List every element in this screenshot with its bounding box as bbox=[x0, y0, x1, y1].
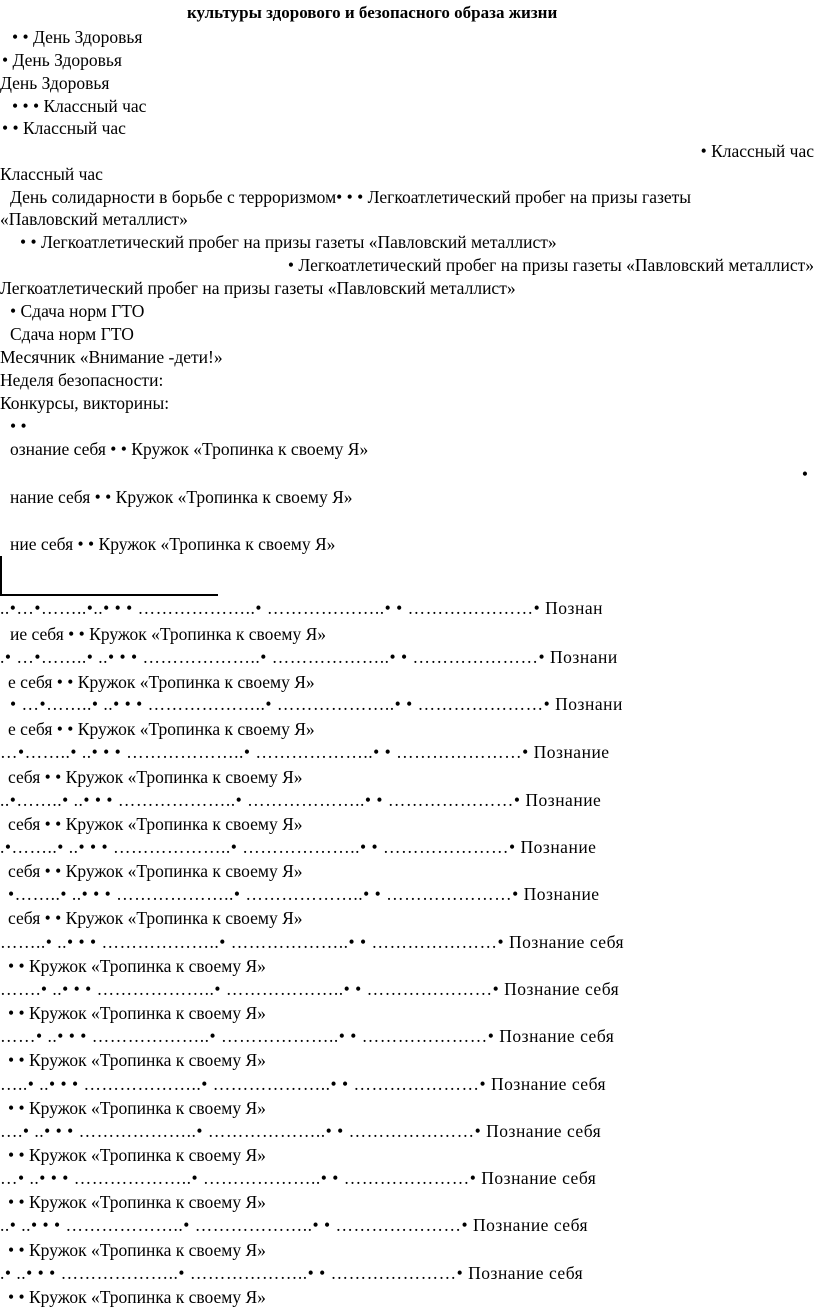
toc-continuation: • • Кружок «Тропинка к своему Я» bbox=[8, 1145, 266, 1165]
toc-dots: .•……..• ..• • • ………………..• ………………..• • …………………• bbox=[0, 837, 521, 857]
toc-continuation: • • Кружок «Тропинка к своему Я» bbox=[8, 956, 266, 976]
toc-text: Познание себя bbox=[499, 1026, 615, 1046]
toc-row bbox=[10, 694, 623, 714]
text-line: День солидарности в борьбе с терроризмом• • • Легкоатлетический пробег на призы газеты bbox=[10, 187, 692, 207]
text-line: • Сдача норм ГТО bbox=[10, 301, 145, 321]
toc-dots: …..• ..• • • ………………..• ………………..• • …………………• bbox=[0, 1074, 492, 1094]
toc-row bbox=[0, 979, 619, 999]
toc-continuation: себя • • Кружок «Тропинка к своему Я» bbox=[8, 908, 303, 928]
toc-row bbox=[0, 647, 618, 667]
text-line: • День Здоровья bbox=[2, 50, 122, 70]
toc-continuation: • • Кружок «Тропинка к своему Я» bbox=[8, 1003, 266, 1023]
toc-dots: …•……..• ..• • • ………………..• ………………..• • …………………• bbox=[0, 742, 534, 762]
toc-continuation: • • Кружок «Тропинка к своему Я» bbox=[8, 1050, 266, 1070]
text-line: Конкурсы, викторины: bbox=[0, 393, 170, 413]
vertical-rule bbox=[0, 556, 2, 594]
toc-text: Познание себя bbox=[481, 1168, 597, 1188]
toc-text: Познание bbox=[533, 742, 610, 762]
text-line: Легкоатлетический пробег на призы газеты «Павловский металлист» bbox=[0, 278, 516, 298]
toc-text: Познание bbox=[520, 837, 597, 857]
toc-dots: ….• ..• • • ………………..• ………………..• • …………………• bbox=[0, 1121, 487, 1141]
toc-dots: ……• ..• • • ………………..• ………………..• • …………………• bbox=[0, 1026, 500, 1046]
toc-continuation: е себя • • Кружок «Тропинка к своему Я» bbox=[8, 719, 315, 739]
text-line: День Здоровья bbox=[0, 73, 110, 93]
horizontal-rule bbox=[0, 594, 218, 596]
text-line: • Классный час bbox=[700, 141, 814, 161]
toc-dots: ..• ..• • • ………………..• ………………..• • …………………• bbox=[0, 1215, 474, 1235]
toc-text: Познание себя bbox=[468, 1263, 584, 1283]
toc-dots: …….• ..• • • ………………..• ………………..• • …………………• bbox=[0, 979, 505, 999]
toc-row bbox=[0, 790, 601, 810]
toc-row bbox=[0, 1263, 583, 1283]
toc-text: Познание себя bbox=[504, 979, 620, 999]
text-line: Месячник «Внимание -дети!» bbox=[0, 347, 223, 367]
text-line: Неделя безопасности: bbox=[0, 370, 164, 390]
toc-text: Познание bbox=[523, 884, 600, 904]
toc-text: Познание себя bbox=[486, 1121, 602, 1141]
toc-continuation: • • Кружок «Тропинка к своему Я» bbox=[8, 1192, 266, 1212]
text-line: • • bbox=[10, 416, 27, 436]
text-line: Классный час bbox=[0, 164, 103, 184]
toc-dots: •……..• ..• • • ………………..• ………………..• • …………………• bbox=[8, 884, 524, 904]
toc-row bbox=[0, 1074, 606, 1094]
toc-continuation: себя • • Кружок «Тропинка к своему Я» bbox=[8, 767, 303, 787]
toc-continuation: себя • • Кружок «Тропинка к своему Я» bbox=[8, 814, 303, 834]
text-line: • Легкоатлетический пробег на призы газеты «Павловский металлист» bbox=[287, 255, 814, 275]
toc-row bbox=[0, 598, 603, 618]
toc-text: Познан bbox=[545, 598, 603, 618]
toc-text: Познание bbox=[525, 790, 602, 810]
toc-dots: • …•……..• ..• • • ………………..• ………………..• • …………………• bbox=[10, 694, 556, 714]
toc-text: Познани bbox=[555, 694, 623, 714]
text-line: ознание себя • • Кружок «Тропинка к своему Я» bbox=[10, 439, 369, 459]
text-line: ние себя • • Кружок «Тропинка к своему Я» bbox=[10, 534, 336, 554]
toc-dots: ..•…•……..•..• • • ………………..• ………………..• • …………………• bbox=[0, 598, 546, 618]
toc-row bbox=[0, 742, 610, 762]
toc-dots: ..•……..• ..• • • ………………..• ………………..• • …………………• bbox=[0, 790, 526, 810]
toc-text: Познание себя bbox=[491, 1074, 607, 1094]
toc-continuation: себя • • Кружок «Тропинка к своему Я» bbox=[8, 861, 303, 881]
toc-dots: .• ..• • • ………………..• ………………..• • …………………• bbox=[0, 1263, 469, 1283]
toc-dots: ……..• ..• • • ………………..• ………………..• • …………………• bbox=[0, 932, 510, 952]
toc-continuation: • • Кружок «Тропинка к своему Я» bbox=[8, 1240, 266, 1260]
text-line: • • Легкоатлетический пробег на призы газеты «Павловский металлист» bbox=[20, 232, 557, 252]
toc-row bbox=[0, 1215, 588, 1235]
toc-dots: .• …•……..• ..• • • ………………..• ………………..• • …………………• bbox=[0, 647, 551, 667]
text-line: нание себя • • Кружок «Тропинка к своему Я» bbox=[10, 487, 353, 507]
toc-text: Познание себя bbox=[509, 932, 625, 952]
toc-dots: …• ..• • • ………………..• ………………..• • …………………• bbox=[0, 1168, 482, 1188]
toc-row bbox=[0, 1168, 596, 1188]
toc-text: Познани bbox=[550, 647, 618, 667]
toc-row bbox=[0, 1121, 601, 1141]
toc-row bbox=[0, 1026, 614, 1046]
text-line: • • • Классный час bbox=[12, 96, 147, 116]
text-line: Сдача норм ГТО bbox=[10, 324, 134, 344]
doc-title: культуры здорового и безопасного образа жизни bbox=[187, 3, 558, 22]
text-line: • • День Здоровья bbox=[12, 27, 143, 47]
text-line: • • Классный час bbox=[2, 118, 126, 138]
toc-row bbox=[0, 932, 624, 952]
toc-continuation: е себя • • Кружок «Тропинка к своему Я» bbox=[8, 672, 315, 692]
toc-continuation: ие себя • • Кружок «Тропинка к своему Я» bbox=[10, 624, 327, 644]
text-line: • bbox=[801, 464, 808, 484]
toc-row bbox=[8, 884, 600, 904]
toc-continuation: • • Кружок «Тропинка к своему Я» bbox=[8, 1098, 266, 1118]
text-line: «Павловский металлист» bbox=[0, 209, 188, 229]
toc-text: Познание себя bbox=[473, 1215, 589, 1235]
toc-row bbox=[0, 837, 596, 857]
toc-continuation: • • Кружок «Тропинка к своему Я» bbox=[8, 1287, 266, 1307]
